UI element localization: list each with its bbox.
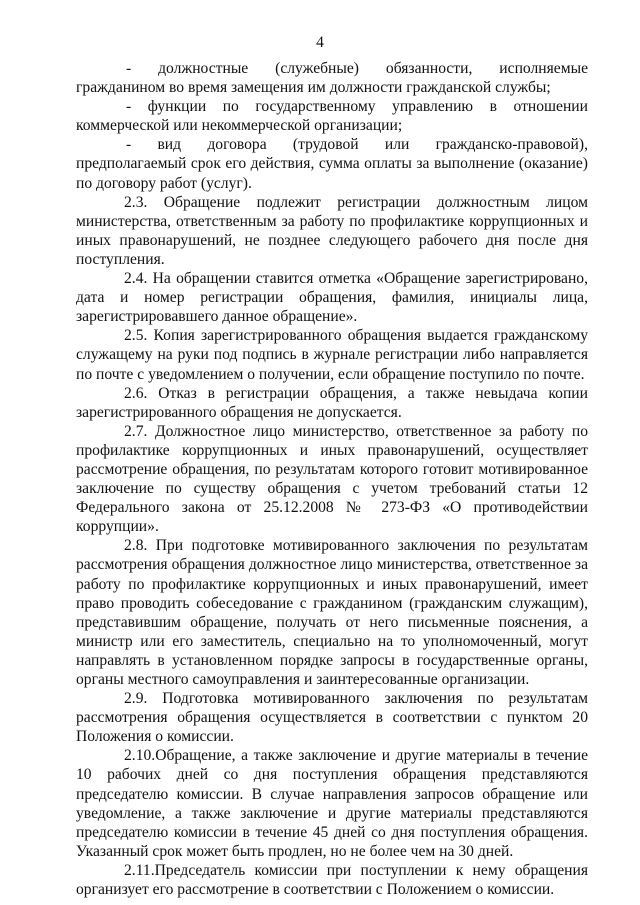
paragraph-2-5: 2.5. Копия зарегистрированного обращения выдается гражданскому служащему на руки под подпись в журнале регистрации либо направляется по почте с уведомлением о получении, если обращение поступило по почте. <box>76 327 588 383</box>
paragraph-2-6: 2.6. Отказ в регистрации обращения, а также невыдача копии зарегистрированного обращения не допускается. <box>76 384 588 421</box>
paragraph-2-3: 2.3. Обращение подлежит регистрации должностным лицом министерства, ответственным за работу по профилактике коррупционных и иных правонарушений, не позднее следующего рабочего дня после дня поступления. <box>76 193 588 268</box>
paragraph-2-8: 2.8. При подготовке мотивированного заключения по результатам рассмотрения обращения должностное лицо министерства, ответственное за работу по профилактике коррупционных и иных правонарушений, имеет право проводить собеседование с гражданином (гражданским служащим), представившим обращение, получать от него письменные пояснения, а министр или его заместитель, специально на то уполномоченный, могут направлять в установленном порядке запросы в государственные органы, органы местного самоуправления и заинтересованные организации. <box>76 537 588 688</box>
paragraph-2-10: 2.10.Обращение, а также заключение и другие материалы в течение 10 рабочих дней со дня поступления обращения представляются председателю комиссии. В случае направления запросов обращение или уведомление, а также заключение и другие материалы представляются председателю комиссии в течение 45 дней со дня поступления обращения. Указанный срок может быть продлен, но не более чем на 30 дней. <box>76 747 588 860</box>
paragraph-2-11: 2.11.Председатель комиссии при поступлении к нему обращения организует его рассмотрение в соответствии с Положением о комиссии. <box>76 861 588 899</box>
document-body <box>76 59 588 899</box>
paragraph-2-4: 2.4. На обращении ставится отметка «Обращение зарегистрировано, дата и номер регистрации обращения, фамилия, инициалы лица, зарегистрировавшего данное обращение». <box>76 270 588 326</box>
list-item-functions: - функции по государственному управлению в отношении коммерческой или некоммерческой организации; <box>76 98 588 135</box>
list-item-contract-type: - вид договора (трудовой или гражданско-правовой), предполагаемый срок его действия, сумма оплаты за выполнение (оказание) по договору работ (услуг). <box>76 136 588 192</box>
paragraph-2-9: 2.9. Подготовка мотивированного заключения по результатам рассмотрения обращения осуществляется в соответствии с пунктом 20 Положения о комиссии. <box>76 690 588 746</box>
page-number: 4 <box>316 34 324 51</box>
paragraph-2-7: 2.7. Должностное лицо министерство, ответственное за работу по профилактике коррупционных и иных правонарушений, осуществляет рассмотрение обращения, по результатам которого готовит мотивированное заключение по существу обращения с учетом требований статьи 12 Федерального закона от 25.12.2008 № 273-ФЗ «О противодействии коррупции». <box>76 422 588 536</box>
list-item-duties: - должностные (служебные) обязанности, исполняемые гражданином во время замещения им должности гражданской службы; <box>76 60 588 97</box>
